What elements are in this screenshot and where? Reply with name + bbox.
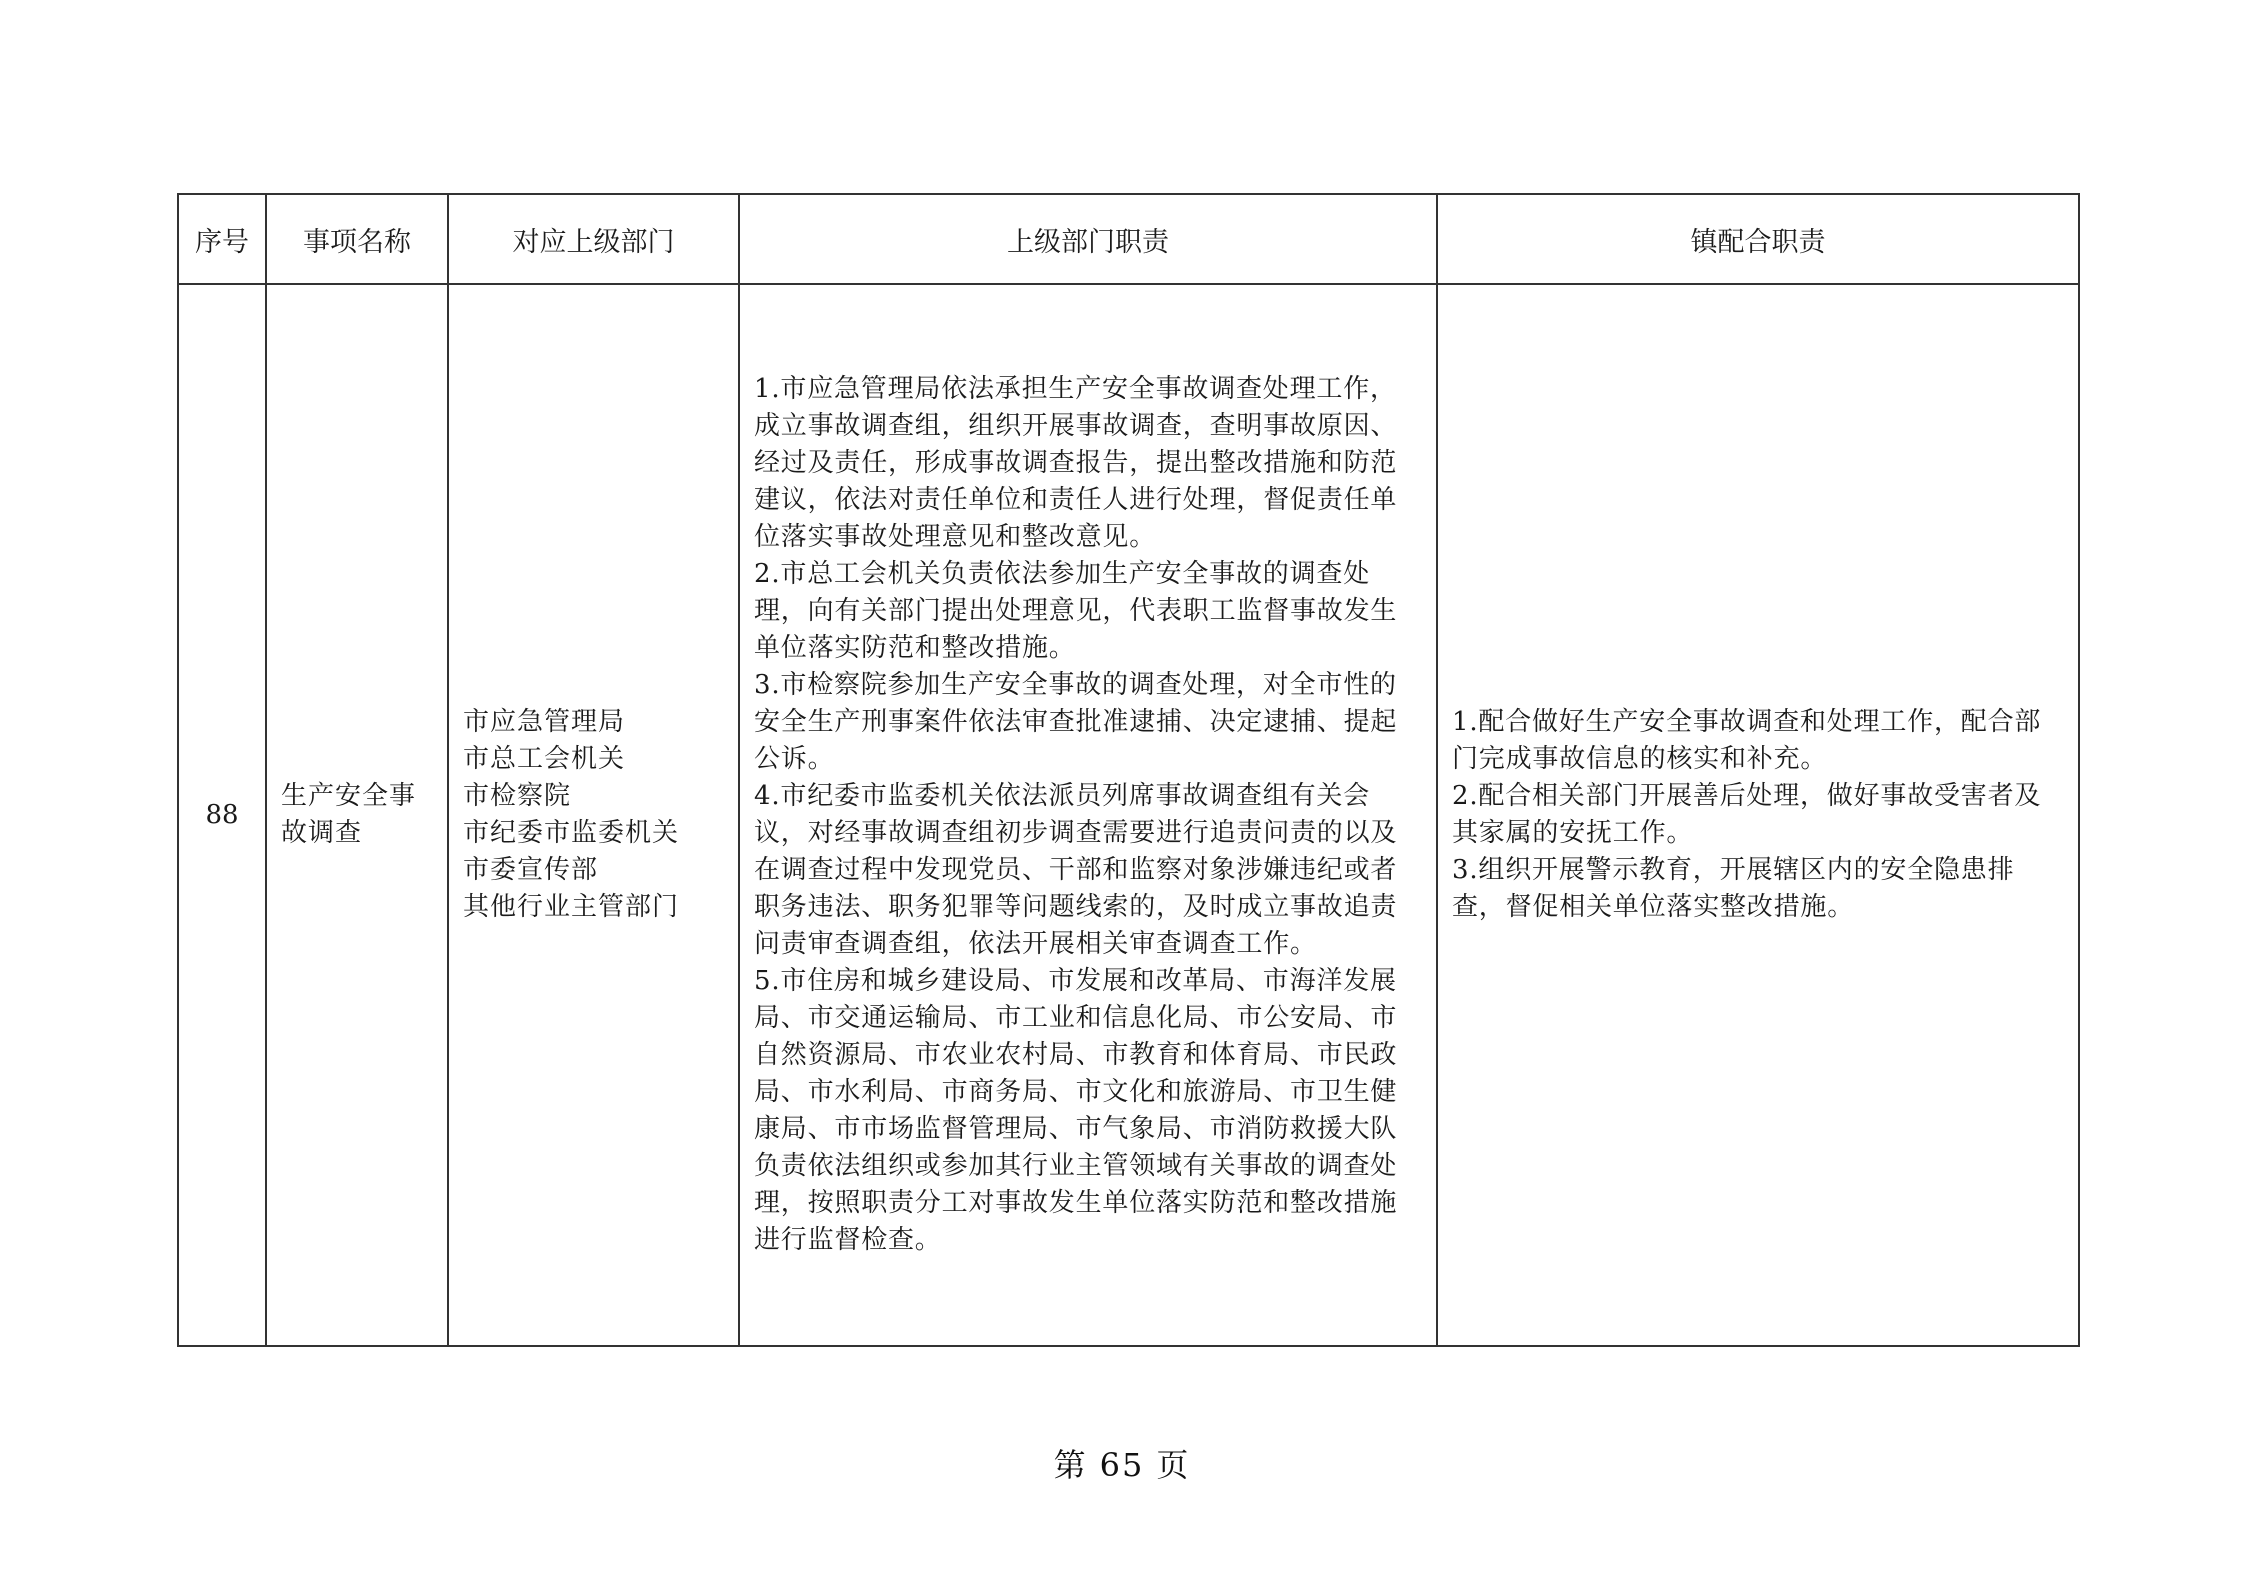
- page-prefix: 第: [1053, 1446, 1088, 1484]
- upper-duty-paragraph: 5.市住房和城乡建设局、市发展和改革局、市海洋发展局、市交通运输局、市工业和信息化局、市公安局、市自然资源局、市农业农村局、市教育和体育局、市民政局、市水利局、市商务局、市文化和旅游局、市卫生健康局、市市场监督管理局、市气象局、市消防救援大队负责依法组织或参加其行业主管领域有关事故的调查处理，按照职责分工对事故发生单位落实防范和整改措施进行监督检查。: [754, 966, 1398, 1255]
- town-duty-paragraph: 3.组织开展警示教育，开展辖区内的安全隐患排查，督促相关单位落实整改措施。: [1452, 855, 2015, 922]
- page-number-footer: [0, 1440, 2244, 1486]
- row-item-name: 生产安全事故调查: [266, 284, 448, 1346]
- header-index: 序号: [178, 194, 266, 284]
- upper-duty-paragraph: 3.市检察院参加生产安全事故的调查处理，对全市性的安全生产刑事案件依法审查批准逮捕、决定逮捕、提起公诉。: [754, 670, 1398, 774]
- row-index: 88: [178, 284, 266, 1346]
- row-upper-duty: [739, 284, 1437, 1346]
- table-header-row: [178, 194, 2079, 284]
- header-upper-duty: 上级部门职责: [739, 194, 1437, 284]
- dept-item: 市应急管理局: [463, 707, 626, 737]
- header-item-name: 事项名称: [266, 194, 448, 284]
- upper-duty-paragraph: 2.市总工会机关负责依法参加生产安全事故的调查处理，向有关部门提出处理意见，代表职工监督事故发生单位落实防范和整改措施。: [754, 559, 1398, 663]
- row-dept-list: [448, 284, 739, 1346]
- town-duty-paragraph: 2.配合相关部门开展善后处理，做好事故受害者及其家属的安抚工作。: [1452, 781, 2042, 848]
- table-row: [178, 284, 2079, 1346]
- dept-item: 其他行业主管部门: [463, 892, 680, 922]
- dept-item: 市委宣传部: [463, 855, 599, 885]
- header-dept: 对应上级部门: [448, 194, 739, 284]
- page-suffix: 页: [1156, 1446, 1191, 1484]
- dept-item: 市检察院: [463, 781, 572, 811]
- page-number: 65: [1099, 1446, 1145, 1484]
- upper-duty-paragraph: 1.市应急管理局依法承担生产安全事故调查处理工作，成立事故调查组，组织开展事故调查，查明事故原因、经过及责任，形成事故调查报告，提出整改措施和防范建议，依法对责任单位和责任人进行处理，督促责任单位落实事故处理意见和整改意见。: [754, 374, 1398, 552]
- upper-duty-paragraph: 4.市纪委市监委机关依法派员列席事故调查组有关会议，对经事故调查组初步调查需要进行追责问责的以及在调查过程中发现党员、干部和监察对象涉嫌违纪或者职务违法、职务犯罪等问题线索的，及时成立事故追责问责审查调查组，依法开展相关审查调查工作。: [754, 781, 1398, 959]
- dept-item: 市总工会机关: [463, 744, 626, 774]
- duty-table: [177, 193, 2080, 1347]
- dept-item: 市纪委市监委机关: [463, 818, 680, 848]
- duty-table-container: [177, 193, 2078, 1347]
- header-town-duty: 镇配合职责: [1437, 194, 2079, 284]
- row-town-duty: [1437, 284, 2079, 1346]
- town-duty-paragraph: 1.配合做好生产安全事故调查和处理工作，配合部门完成事故信息的核实和补充。: [1452, 707, 2042, 774]
